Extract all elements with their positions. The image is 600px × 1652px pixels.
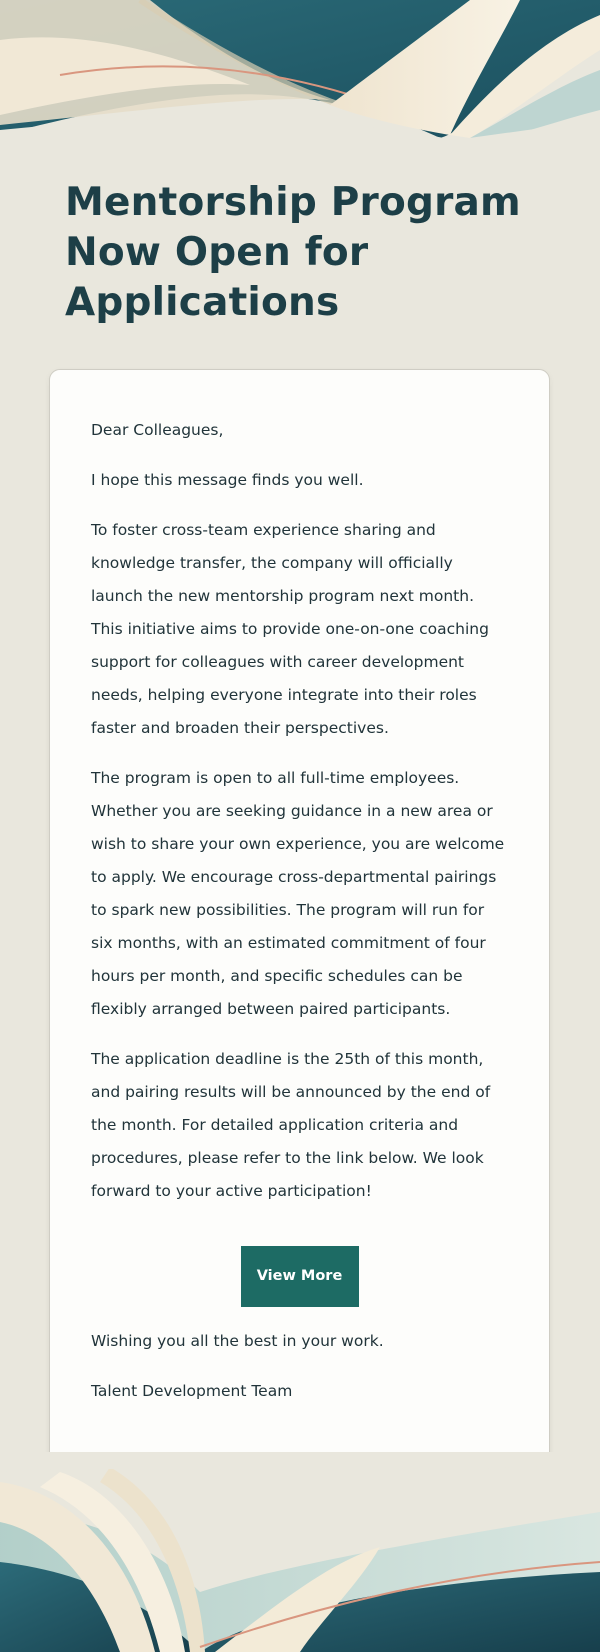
- greeting-text: Dear Colleagues,: [91, 421, 224, 439]
- body-paragraph: I hope this message finds you well.: [91, 471, 364, 489]
- email-card: [49, 369, 550, 1472]
- view-more-button[interactable]: View More: [241, 1246, 359, 1307]
- bottom-book-illustration: [0, 1452, 600, 1652]
- closing-text: Wishing you all the best in your work.: [91, 1332, 384, 1350]
- body-paragraph: To foster cross-team experience sharing and knowledge transfer, the company will officially launch the new mentorship program next month. This initiative aims to provide one-on-one coaching support for colleagues with career development needs, helping everyone integrate into their roles faster and broaden their perspectives.: [91, 521, 489, 737]
- page-title: Mentorship Program Now Open for Applications: [65, 180, 521, 325]
- top-book-illustration: [0, 0, 600, 150]
- body-paragraph: The program is open to all full-time employees. Whether you are seeking guidance in a new area or wish to share your own experience, you are welcome to apply. We encourage cross-departmental pairings to spark new possibilities. The program will run for six months, with an estimated commitment of four hours per month, and specific schedules can be flexibly arranged between paired participants.: [91, 769, 505, 1018]
- cta-container: [91, 1246, 508, 1307]
- body-paragraph: The application deadline is the 25th of this month, and pairing results will be announced by the end of the month. For detailed application criteria and procedures, please refer to the link below. We look forward to your active participation!: [91, 1050, 491, 1200]
- signature-text: Talent Development Team: [91, 1382, 293, 1400]
